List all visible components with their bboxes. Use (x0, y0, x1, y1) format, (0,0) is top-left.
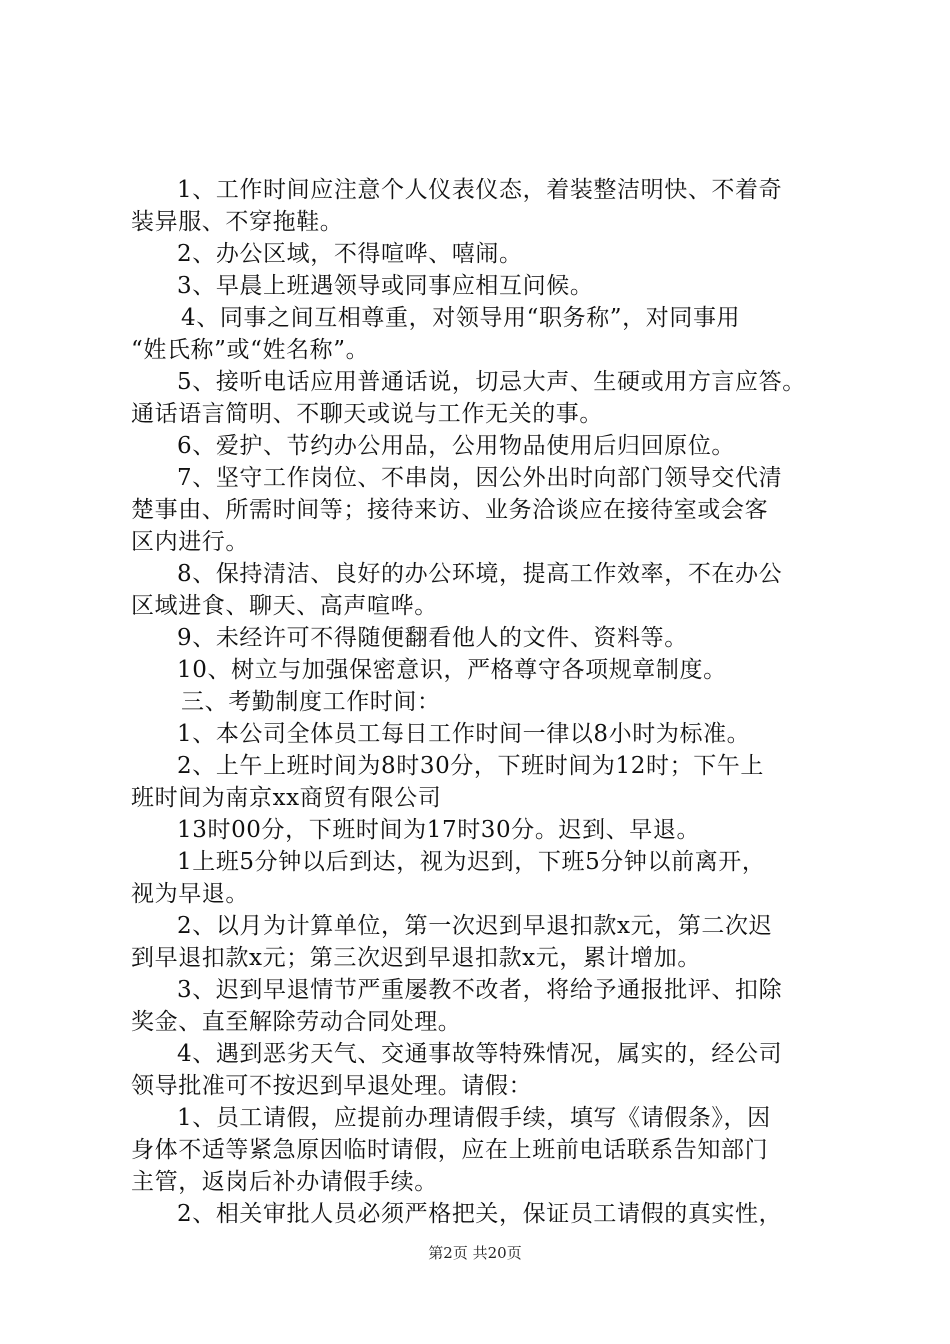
paragraph-line: 3、迟到早退情节严重屡教不改者，将给予通报批评、扣除 (177, 977, 783, 1003)
paragraph-line: 4、同事之间互相尊重，对领导用“职务称”，对同事用 (181, 305, 741, 331)
paragraph-line: “姓氏称”或“姓名称”。 (131, 337, 370, 363)
paragraph-line: 5、接听电话应用普通话说，切忌大声、生硬或用方言应答。 (177, 369, 806, 395)
paragraph-line: 主管，返岗后补办请假手续。 (131, 1169, 438, 1195)
document-body (131, 174, 831, 1230)
paragraph-line: 8、保持清洁、良好的办公环境，提高工作效率，不在办公 (177, 561, 783, 587)
paragraph-line: 2、以月为计算单位，第一次迟到早退扣款x元，第二次迟 (177, 913, 773, 939)
paragraph-line: 1、本公司全体员工每日工作时间一律以8小时为标准。 (177, 721, 751, 747)
paragraph-line: 6、爱护、节约办公用品，公用物品使用后归回原位。 (177, 433, 736, 459)
paragraph-line: 到早退扣款x元；第三次迟到早退扣款x元，累计增加。 (131, 945, 701, 971)
paragraph-line: 7、坚守工作岗位、不串岗，因公外出时向部门领导交代清 (177, 465, 783, 491)
paragraph-line: 楚事由、所需时间等；接待来访、业务洽谈应在接待室或会客 (131, 497, 769, 523)
paragraph-line: 1、工作时间应注意个人仪表仪态，着装整洁明快、不着奇 (177, 177, 783, 203)
paragraph-line: 区域进食、聊天、高声喧哗。 (131, 593, 438, 619)
paragraph-line: 1、员工请假，应提前办理请假手续，填写《请假条》，因 (177, 1105, 771, 1131)
paragraph-line: 2、相关审批人员必须严格把关，保证员工请假的真实性， (177, 1201, 783, 1227)
paragraph-line: 通话语言简明、不聊天或说与工作无关的事。 (131, 401, 603, 427)
paragraph-line: 装异服、不穿拖鞋。 (131, 209, 344, 235)
paragraph-line: 3、早晨上班遇领导或同事应相互问候。 (177, 273, 594, 299)
paragraph-line: 领导批准可不按迟到早退处理。请假： (131, 1073, 533, 1099)
paragraph-line: 9、未经许可不得随便翻看他人的文件、资料等。 (177, 625, 688, 651)
paragraph-line: 10、树立与加强保密意识，严格尊守各项规章制度。 (177, 657, 727, 683)
paragraph-line: 班时间为南京xx商贸有限公司 (131, 785, 442, 811)
paragraph-line: 2、上午上班时间为8时30分，下班时间为12时；下午上 (177, 753, 764, 779)
section-heading: 三、考勤制度工作时间： (181, 689, 441, 715)
paragraph-line: 13时00分，下班时间为17时30分。迟到、早退。 (177, 817, 701, 843)
paragraph-line: 视为早退。 (131, 881, 249, 907)
paragraph-line: 4、遇到恶劣天气、交通事故等特殊情况，属实的，经公司 (177, 1041, 783, 1067)
paragraph-line: 区内进行。 (131, 529, 249, 555)
page-footer: 第2页 共20页 (428, 1244, 522, 1262)
paragraph-line: 奖金、直至解除劳动合同处理。 (131, 1009, 462, 1035)
paragraph-line: 1上班5分钟以后到达，视为迟到，下班5分钟以前离开， (177, 849, 766, 875)
paragraph-line: 身体不适等紧急原因临时请假，应在上班前电话联系告知部门 (131, 1137, 769, 1163)
paragraph-line: 2、办公区域，不得喧哗、嘻闹。 (177, 241, 523, 267)
